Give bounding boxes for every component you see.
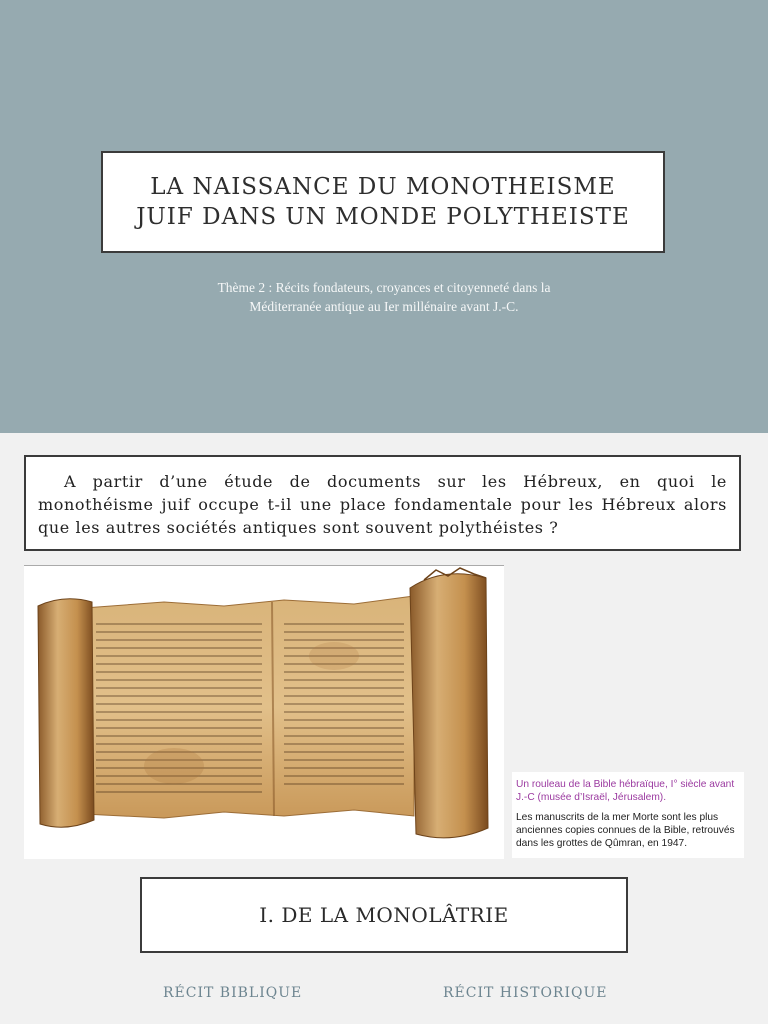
page-subtitle bbox=[120, 278, 648, 316]
section-title: I. DE LA MONOLÂTRIE bbox=[259, 903, 509, 927]
caption-description: Les manuscrits de la mer Morte sont les plus anciennes copies connues de la Bible, retrouvés dans les grottes de Qûmran, en 1947. bbox=[516, 812, 735, 849]
problem-question-text: A partir d’une étude de documents sur les Hébreux, en quoi le monothéisme juif occupe t-il une place fondamentale pour les Hébreux alors que les autres sociétés antiques sont souvent polythéistes ? bbox=[38, 472, 727, 537]
torah-scroll-image bbox=[24, 565, 504, 859]
title-box bbox=[101, 151, 665, 253]
page-title-line-1: LA NAISSANCE DU MONOTHEISME bbox=[150, 174, 616, 200]
scroll-illustration bbox=[24, 566, 504, 859]
document-caption bbox=[512, 772, 744, 858]
caption-source: Un rouleau de la Bible hébraïque, I° siècle avant J.-C (musée d’Israël, Jérusalem). bbox=[516, 779, 735, 803]
subtitle-line-1: Thème 2 : Récits fondateurs, croyances et citoyenneté dans la bbox=[217, 280, 551, 295]
column-label-biblical: RÉCIT BIBLIQUE bbox=[163, 985, 303, 1001]
column-label-historical: RÉCIT HISTORIQUE bbox=[443, 985, 608, 1001]
title-banner bbox=[0, 0, 768, 433]
subtitle-line-2: Méditerranée antique au Ier millénaire avant J.-C. bbox=[249, 299, 519, 314]
page-title-line-2: JUIF DANS UN MONDE POLYTHEISTE bbox=[136, 204, 630, 230]
section-heading-box bbox=[140, 877, 628, 953]
problem-question-box bbox=[24, 455, 741, 551]
